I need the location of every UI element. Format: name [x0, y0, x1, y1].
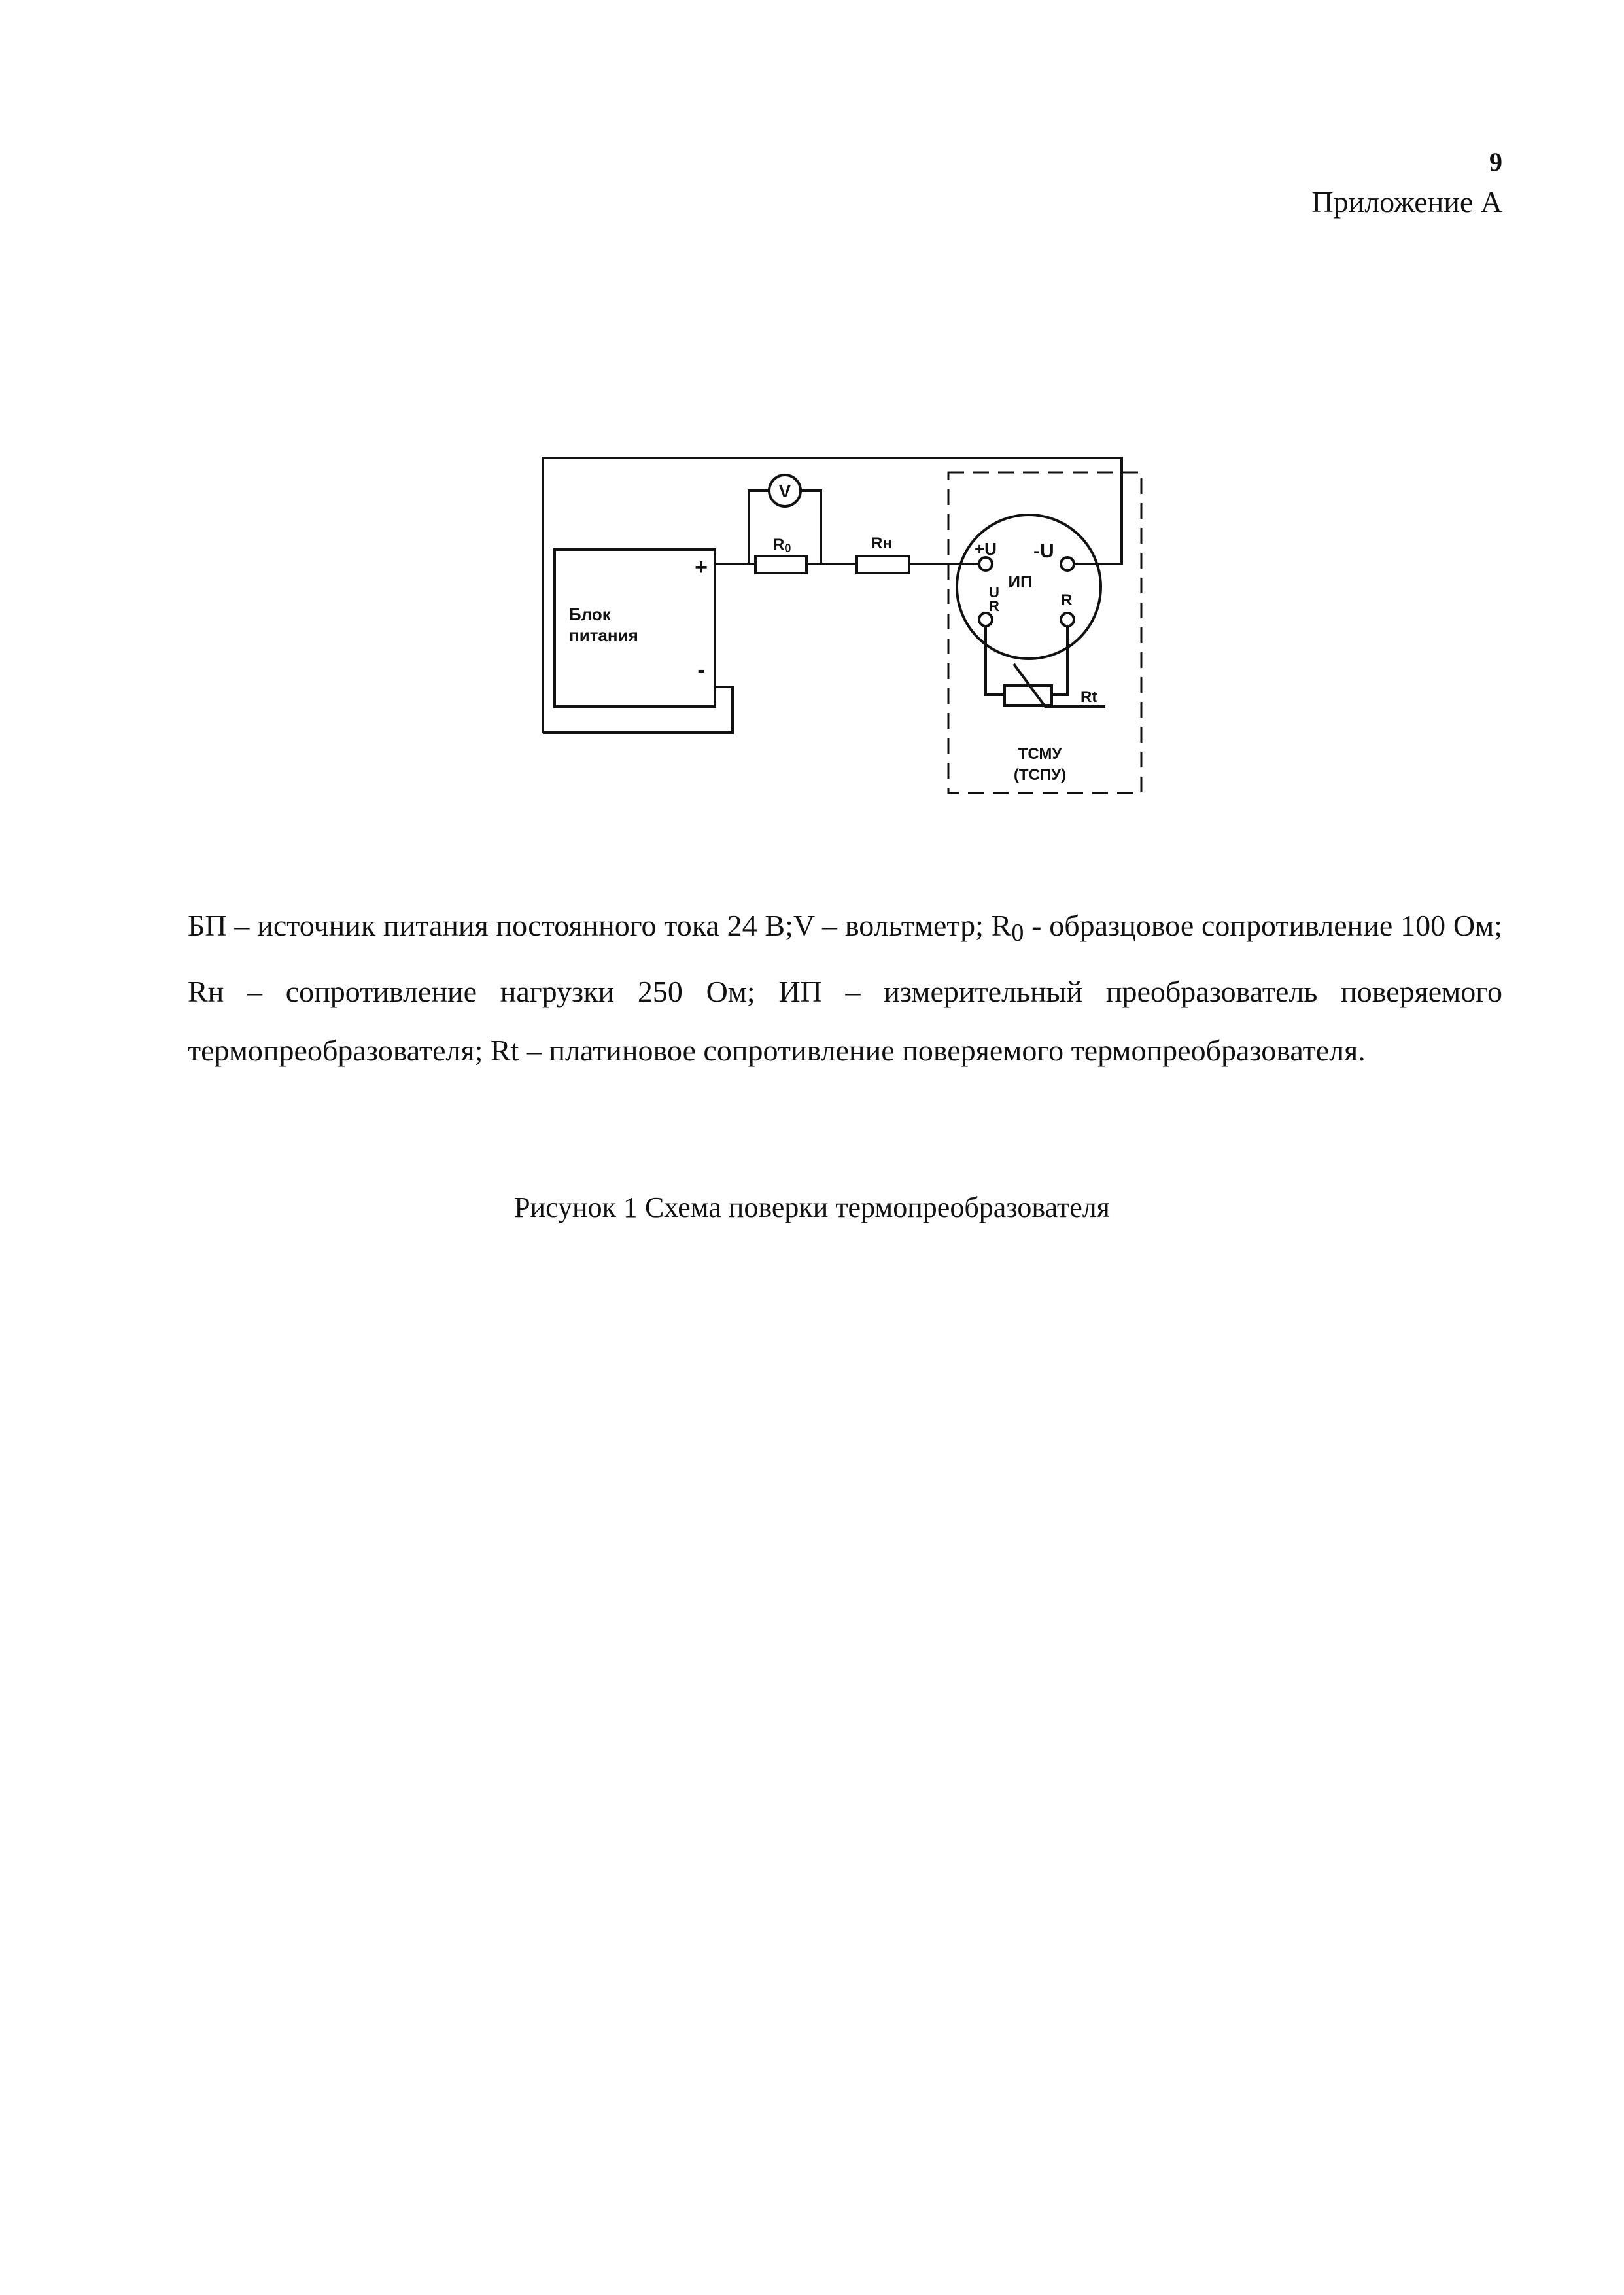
- r-right-label: R: [1061, 591, 1073, 609]
- legend-r0-subscript: 0: [1011, 919, 1024, 947]
- tsmu-label: ТСМУ: [1018, 745, 1062, 763]
- appendix-title: Приложение А: [1311, 185, 1502, 219]
- voltmeter-label: V: [778, 481, 791, 501]
- legend-text-1: БП – источник питания постоянного тока 24 В;V – вольтметр; R: [188, 909, 1012, 942]
- plus-label: +: [695, 555, 708, 580]
- figure-legend: [188, 896, 1502, 1080]
- minus-label: -: [697, 657, 705, 682]
- minus-u-label: -U: [1033, 540, 1054, 562]
- minus-wire: [543, 687, 733, 733]
- plus-u-label: +U: [975, 539, 997, 559]
- r0-resistor: [755, 556, 806, 573]
- power-block-label-2: питания: [569, 625, 638, 645]
- circuit-diagram: [517, 445, 1158, 824]
- page-number: 9: [1489, 147, 1502, 177]
- rn-label: Rн: [871, 534, 892, 552]
- tspu-label: (ТСПУ): [1013, 766, 1067, 784]
- rn-resistor: [857, 556, 909, 573]
- rt-label: Rt: [1080, 688, 1097, 706]
- u-r-bottom-label: R: [989, 598, 999, 614]
- rt-resistor: [1005, 686, 1052, 705]
- figure-caption: Рисунок 1 Схема поверки термопреобразователя: [514, 1191, 1110, 1223]
- u-r-top-label: U: [989, 584, 999, 601]
- r0-label: R0: [773, 536, 791, 555]
- ip-label: ИП: [1008, 572, 1033, 591]
- power-block-label-1: Блок: [569, 604, 611, 624]
- legend-text-2: - образцовое сопротивление 100 Ом; Rн – сопротивление нагрузки 250 Ом; ИП – измерительный преобразователь поверяемого термопреобразователя; Rt – платиновое сопротивление поверяемого термопреобразователя.: [188, 909, 1502, 1067]
